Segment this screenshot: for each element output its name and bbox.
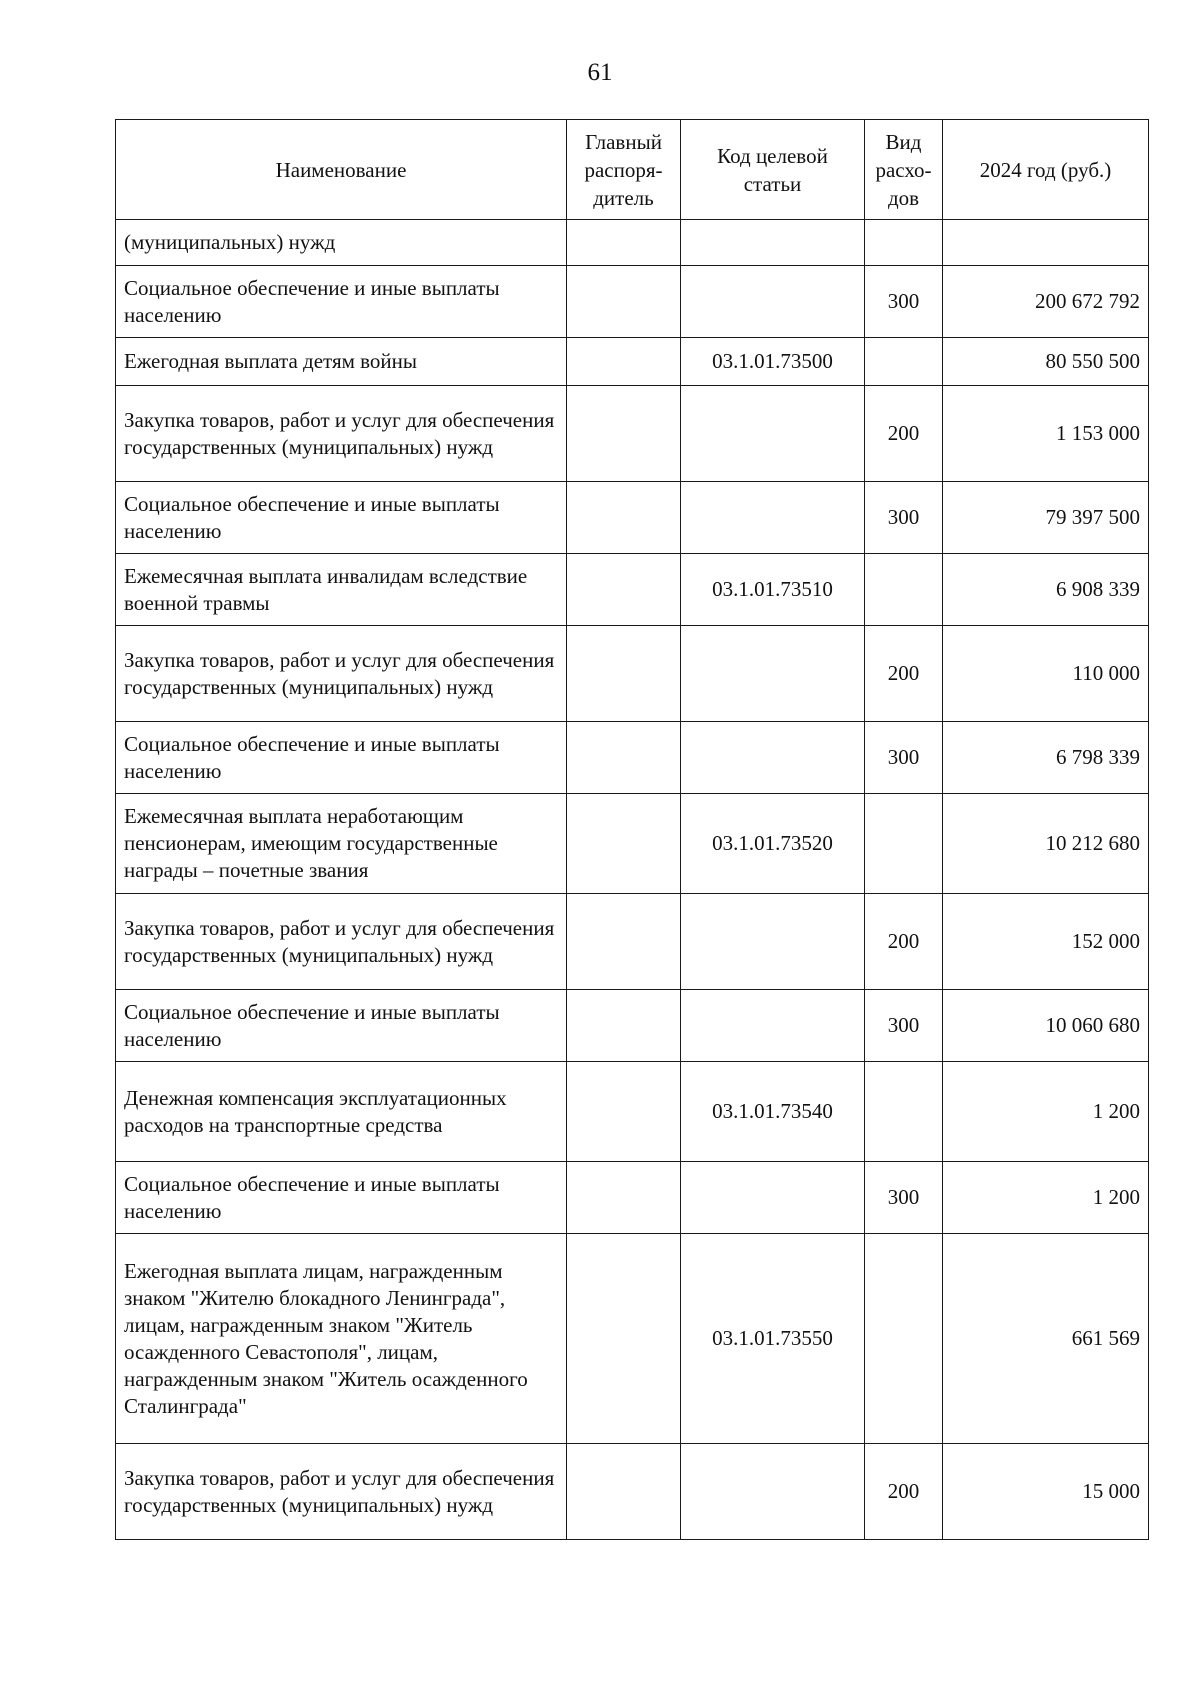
cell-name: Закупка товаров, работ и услуг для обеспечения государственных (муниципальных) нужд <box>116 386 567 482</box>
cell-expense-type <box>865 554 943 626</box>
cell-expense-type <box>865 1234 943 1444</box>
cell-main-manager <box>567 794 681 894</box>
cell-main-manager <box>567 990 681 1062</box>
cell-amount: 1 200 <box>943 1062 1149 1162</box>
cell-main-manager <box>567 220 681 266</box>
cell-target-code <box>681 990 865 1062</box>
budget-table <box>115 119 1149 1540</box>
cell-target-code <box>681 1444 865 1540</box>
cell-target-code: 03.1.01.73540 <box>681 1062 865 1162</box>
table-row <box>116 266 1149 338</box>
table-row <box>116 626 1149 722</box>
cell-target-code <box>681 722 865 794</box>
table-row <box>116 1234 1149 1444</box>
table-row <box>116 894 1149 990</box>
header-name: Наименование <box>116 120 567 220</box>
cell-target-code <box>681 1162 865 1234</box>
page-number: 61 <box>587 59 613 86</box>
cell-amount: 200 672 792 <box>943 266 1149 338</box>
cell-target-code <box>681 626 865 722</box>
cell-amount: 1 153 000 <box>943 386 1149 482</box>
cell-main-manager <box>567 266 681 338</box>
cell-expense-type <box>865 1062 943 1162</box>
table-row <box>116 1062 1149 1162</box>
cell-main-manager <box>567 482 681 554</box>
cell-amount: 6 798 339 <box>943 722 1149 794</box>
header-expense-type: Вид расхо-дов <box>865 120 943 220</box>
cell-expense-type: 200 <box>865 1444 943 1540</box>
table-body <box>116 220 1149 1540</box>
cell-target-code <box>681 386 865 482</box>
cell-amount: 110 000 <box>943 626 1149 722</box>
table-header <box>116 120 1149 220</box>
cell-amount: 79 397 500 <box>943 482 1149 554</box>
table-row <box>116 722 1149 794</box>
cell-main-manager <box>567 386 681 482</box>
table-row <box>116 482 1149 554</box>
cell-expense-type <box>865 220 943 266</box>
cell-amount: 661 569 <box>943 1234 1149 1444</box>
cell-target-code: 03.1.01.73510 <box>681 554 865 626</box>
cell-name: Социальное обеспечение и иные выплаты населению <box>116 266 567 338</box>
header-target-code: Код целевой статьи <box>681 120 865 220</box>
table-row <box>116 1444 1149 1540</box>
cell-amount: 15 000 <box>943 1444 1149 1540</box>
cell-expense-type: 300 <box>865 722 943 794</box>
cell-amount: 10 212 680 <box>943 794 1149 894</box>
cell-target-code <box>681 220 865 266</box>
cell-target-code: 03.1.01.73550 <box>681 1234 865 1444</box>
table-row <box>116 554 1149 626</box>
table-row <box>116 990 1149 1062</box>
cell-main-manager <box>567 626 681 722</box>
cell-main-manager <box>567 1162 681 1234</box>
cell-expense-type: 300 <box>865 990 943 1062</box>
cell-target-code <box>681 894 865 990</box>
header-year-amount: 2024 год (руб.) <box>943 120 1149 220</box>
cell-expense-type: 200 <box>865 386 943 482</box>
header-main-manager: Главный распоря-дитель <box>567 120 681 220</box>
table-row <box>116 1162 1149 1234</box>
cell-name: Закупка товаров, работ и услуг для обеспечения государственных (муниципальных) нужд <box>116 626 567 722</box>
cell-amount: 152 000 <box>943 894 1149 990</box>
cell-name: Ежемесячная выплата неработающим пенсионерам, имеющим государственные награды – почетные звания <box>116 794 567 894</box>
cell-amount: 6 908 339 <box>943 554 1149 626</box>
cell-expense-type: 200 <box>865 626 943 722</box>
cell-name: Ежемесячная выплата инвалидам вследствие военной травмы <box>116 554 567 626</box>
cell-main-manager <box>567 722 681 794</box>
cell-name: Денежная компенсация эксплуатационных расходов на транспортные средства <box>116 1062 567 1162</box>
table-row <box>116 338 1149 386</box>
cell-name: Социальное обеспечение и иные выплаты населению <box>116 990 567 1062</box>
cell-target-code <box>681 266 865 338</box>
cell-amount: 1 200 <box>943 1162 1149 1234</box>
table-row <box>116 386 1149 482</box>
cell-name: (муниципальных) нужд <box>116 220 567 266</box>
cell-main-manager <box>567 338 681 386</box>
cell-name: Социальное обеспечение и иные выплаты населению <box>116 1162 567 1234</box>
cell-name: Социальное обеспечение и иные выплаты населению <box>116 722 567 794</box>
cell-expense-type: 300 <box>865 1162 943 1234</box>
cell-expense-type: 300 <box>865 266 943 338</box>
cell-target-code: 03.1.01.73520 <box>681 794 865 894</box>
cell-name: Закупка товаров, работ и услуг для обеспечения государственных (муниципальных) нужд <box>116 1444 567 1540</box>
cell-name: Ежегодная выплата детям войны <box>116 338 567 386</box>
cell-main-manager <box>567 1234 681 1444</box>
cell-name: Ежегодная выплата лицам, награжденным знаком "Жителю блокадного Ленинграда", лицам, награжденным знаком "Житель осажденного Севастополя", лицам, награжденным знаком "Житель осажденного Сталинграда" <box>116 1234 567 1444</box>
cell-amount <box>943 220 1149 266</box>
cell-amount: 10 060 680 <box>943 990 1149 1062</box>
table-row <box>116 220 1149 266</box>
table-row <box>116 794 1149 894</box>
cell-expense-type: 200 <box>865 894 943 990</box>
cell-expense-type <box>865 794 943 894</box>
cell-main-manager <box>567 554 681 626</box>
cell-expense-type <box>865 338 943 386</box>
cell-name: Закупка товаров, работ и услуг для обеспечения государственных (муниципальных) нужд <box>116 894 567 990</box>
cell-target-code <box>681 482 865 554</box>
cell-main-manager <box>567 1062 681 1162</box>
cell-main-manager <box>567 894 681 990</box>
cell-name: Социальное обеспечение и иные выплаты населению <box>116 482 567 554</box>
cell-amount: 80 550 500 <box>943 338 1149 386</box>
cell-expense-type: 300 <box>865 482 943 554</box>
header-row <box>116 120 1149 220</box>
cell-main-manager <box>567 1444 681 1540</box>
cell-target-code: 03.1.01.73500 <box>681 338 865 386</box>
